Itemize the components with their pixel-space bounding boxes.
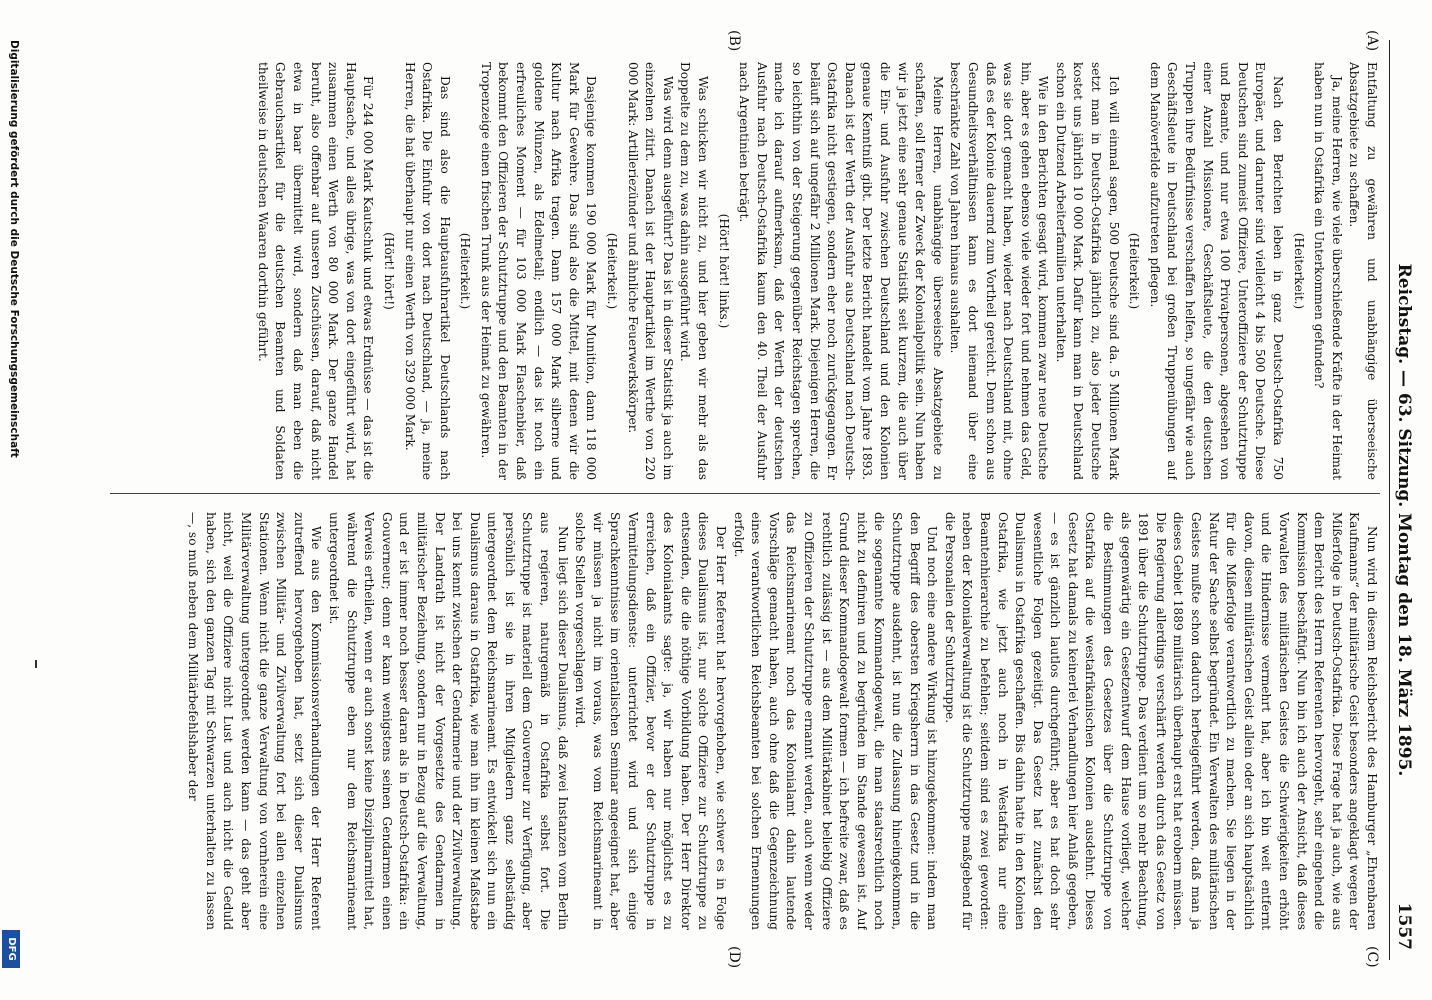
margin-mark-d: (D) — [726, 946, 742, 969]
left-column-interjection: (Hört! hört!) — [381, 232, 396, 310]
digitization-credit: Digitalisierung gefördert durch die Deutsche Forschungsgemeinschaft — [8, 40, 20, 458]
page-header — [1389, 40, 1416, 960]
left-column-paragraph: Ich will einmal sagen, 500 Deutsche sind da. 5 Millionen Mark setzt man in Deutsch-Ostafrika jährlich zu, also jeder Deutsche kostet uns jährlich 10 000 Mark. Dafür kann man in Deutschland schon ein Dutzend Arbeiterfamilien unterhalten. — [1053, 62, 1121, 480]
right-column-paragraph: Nun wird in diesem Reichsbericht des Hamburger „Ehrenbaren Kaufmanns“ der militärische Geist besonders angeklagt wegen der Mißerfolge in Deutsch-Ostafrika. Diese Frage hat ja auch, wie aus dem Bericht des Herrn Referenten hervorgeht, sehr eingehend die Kommission beschäftigt. Nun bin ich auch der Ansicht, daß dieses Vorwalten des militärischen Geistes die Schwierigkeiten erhöht und die Hindernisse vermehrt hat, aber ich bin weit entfernt davon, diesen militärischen Geist allein oder an sich hauptsächlich für die Mißerfolge verantwortlich zu machen. Sie liegen in der Natur der Sache selbst begründet. Ein Verwalten des militärischen Geistes mußte schon dadurch herbeigeführt werden, daß man ja dieses Gebiet 1889 militärisch überhaupt erst hat erobern müssen. Die Regierung allerdings verschärft werden durch das Gesetz von 1891 über die Schutztruppe. Das verdient um so mehr Beachtung, als gegenwärtig ein Gesetzentwurf dem Hause vorliegt, welcher die Bestimmungen des Gesetzes über die Schutztruppe von Ostafrika auf die westafrikanischen Kolonien ausdehnt. Dieses Gesetz hat damals zu keinerlei Verhandlungen hier Anlaß gegeben, — es ist gänzlich lautlos durchgeführt; aber es hat doch sehr wesentliche Folgen gezeitigt. Das Gesetz hat zunächst den Dualismus in Ostafrika geschaffen. Bis dahin hatte in den Kolonien Ostafrika, wie jetzt auch noch in Westafrika nur eine Beamtenhierarchie zu befehlen; seitdem sind es zwei geworden: neben der Kolonialverwaltung ist die Schutztruppe maßgebend für die Personalien der Schutztruppe. — [942, 512, 1379, 930]
column-divider — [110, 493, 1380, 494]
right-column-paragraph: Nun liegt sich dieser Dualismus, daß zwei Instanzen vom Berlin aus regieren, naturgemäß in Ostafrika selbst fort. Die Schutztruppe ist materiell dem Gouverneur zur Verfügung, aber persönlich ist sie in ihren Mitgliedern ganz selbständig untergeordnet dem Reichsmarineamt. Es entwickelt sich nun ein Dualismus daraus in Ostafrika, wie man ihn im kleinen Maßstabe bei uns kennt zwischen der Gendarmerie und der Zivilverwaltung. Der Landrath ist nicht der Vorgesetzte des Gendarmen in militärischer Beziehung, sondern nur in Bezug auf die Verwaltung, und er ist immer noch besser daran als in Deutsch-Ostafrika: ein Gouverneur; denn er kann wenigstens seinen Gendarmen einen Verweis ertheilen, wenn er auch sonst keine Disziplinarmittel hat, während die Schutztruppe eben nur dem Reichsmarineamt untergeordnet ist. — [326, 512, 570, 930]
left-column-paragraph: Nach den Berichten leben in ganz Deutsch-Ostafrika 750 Europäer, und darunter sind vielleicht 4 bis 500 Deutsche. Diese Deutschen sind zumeist Offiziere, Unteroffiziere der Schutztruppe und Beamte, und nur etwa 100 Privatpersonen, abgesehen von einer Anzahl Missionare, Geschäftsleute, die den deutschen Truppen ihre Bedürfnisse verschaffen helfen, so ungefähr wie auch Geschäftsleute in Deutschland bei großen Truppenübungen auf dem Manöverfelde aufzutreten pflegen. — [1147, 62, 1286, 480]
margin-mark-c: (C) — [1364, 946, 1380, 968]
left-column-paragraph: Das sind also die Hauptausfuhrartikel Deutschlands nach Ostafrika. Die Einfuhr von dort nach Deutschland, — ja, meine Herren, die hat überhaupt nur einen Werth von 329 000 Mark. — [402, 62, 452, 480]
left-column-interjection: (Heiterkeit.) — [1127, 232, 1142, 310]
margin-mark-b: (B) — [726, 30, 742, 52]
left-column-paragraph: Für 244 000 Mark Kautschuk und etwas Erdnüsse — das ist die Hauptsache, und alles übrige, was von dort eingeführt wird, hat zusammen einen Werth von 80 000 Mark. Der ganze Handel beruht, also offenbar auf unseren Zuschüssen, darauf, daß nicht etwa in baar übermittelt wird, sondern daß man eben die Gebrauchsartikel für die deutschen Beamten und Soldaten theilweise in deutschen Waaren dorthin geführt. — [255, 62, 376, 480]
header-title: Reichstag. — 63. Sitzung. Montag den 18. März 1895. — [1394, 263, 1414, 777]
right-column — [110, 512, 1380, 930]
margin-mark-a: (A) — [1364, 30, 1380, 52]
dfg-logo: DFG — [2, 930, 20, 968]
left-column-interjection: (Heiterkeit.) — [458, 232, 473, 310]
scan-artifact — [35, 660, 37, 668]
right-column-paragraph: Der Herr Referent hat hervorgehoben, wie schwer es in Folge dieses Dualismus ist, nur solche Offiziere zur Schutztruppe zu entsenden, die die nöthige Vorbildung haben. Der Herr Direktor des Kolonialamts sagte: ja, wir haben nur möglichst es zu erreichen, daß ein Offizier, bevor er der Schutztruppe in Vermittelungsdienste: unterrichtet wird und sich einige Sprachkenntnisse im orientalischen Seminar angeeignet hat, aber wir müssen ja nicht im voraus, was vom Reichsmarineamt in solche Stellen vorgeschlagen wird. — [573, 512, 729, 930]
left-column-paragraph: Dasjenige kommen 190 000 Mark für Munition, dann 118 000 Mark für Gewehre. Das sind also die Mittel, mit denen wir die Kultur nach Afrika tragen. Dann 157 000 Mark silberne und goldene Münzen, als Edelmetall; endlich — das ist noch ein erfreuliches Moment — für 103 000 Mark Flaschenbier, daß bekommt den Offizieren der Schutztruppe und den Beamten in der Tropenzeige einen frischen Trunk aus der Heimat zu gewähren. — [478, 62, 599, 480]
right-column-paragraph: Und noch eine andere Wirkung ist hinzugekommen: indem man den Begriff des obersten Kriegsherrn in das Gesetz und in die Schutztruppe ausdehnt, ist nun die Zulassung hineingekommen, die sogenannte Kommandogewalt, die man staatsrechtlich noch nicht zu definiren und zu begründen im Stande gewesen ist. Auf Grund dieser Kommandogewalt formen — ich befreite zwar, daß es rechtlich zulässig ist — aus dem Militärkabinet beliebig Offiziere zu Offizieren der Schutztruppe ernannt werden, auch wenn weder das Reichsmarineamt noch das Kolonialamt dahin lautende Vorschläge gemacht haben, auch ohne daß die Gegenzeichnung eines verantwortlichen Reichsbeamten bei solchen Ernennungen erfolgt. — [731, 512, 940, 930]
left-column-paragraph: Entfaltung zu gewähren und unabhängige überseeische Absatzgebiete zu schaffen. — [1347, 62, 1379, 480]
left-column-interjection: (Heiterkeit.) — [1291, 232, 1306, 310]
page-number: 1557 — [1394, 902, 1414, 950]
right-column-paragraph: Wie aus den Kommissionsverhandlungen der Herr Referent zutreffend hervorgehoben hat, setzt sich dieser Dualismus zwischen Militär- und Zivilverwaltung fort bei allen einzelnen Stationen. Wenn nicht die ganze Verwaltung von vornherein eine Militärverwaltung untergeordnet werden kann — das geht aber nicht, weil die Offiziere nicht Lust und auch nicht die Geduld haben, sich den ganzen Tag mit Schwarzen unterhalten zu lassen —, so muß neben dem Militärbefehlshaber der — [186, 512, 324, 930]
left-column-interjection: (Heiterkeit.) — [605, 232, 620, 310]
left-column — [110, 62, 1380, 480]
left-column-paragraph: Wie in den Berichten gesagt wird, kommen zwar neue Deutsche hin, aber es gehen ebenso viele wieder fort und nehmen das Geld, was sie dort gemacht haben, wieder nach Deutschland mit, ohne daß es der Kolonie dauernd zum Vortheil gereicht. Denn schon aus Gesundheitsverhältnissen kann es dort niemand über eine beschränkte Zahl von Jahren hinaus aushalten. — [948, 62, 1051, 480]
left-column-interjection: (Hört! hört! links.) — [716, 213, 731, 329]
left-column-paragraph: Ja, meine Herren, wie viele überschießende Kräfte in der Heimat haben nun in Ostafrika ein Unterkommen gefunden? — [1312, 62, 1344, 480]
left-column-paragraph: Meine Herren, unabhängige überseeische Absatzgebiete zu schaffen, soll ferner der Zweck der Kolonialpolitik sein. Nun haben wir ja jetzt eine sehr genaue Statistik seit kurzem, die auch über die Ein- und Ausfuhr zwischen Deutschland und den Kolonien genaue Kenntniß gibt. Der letzte Bericht handelt vom Jahre 1893. Danach ist der Werth der Ausfuhr aus Deutschland nach Deutsch-Ostafrika nicht gestiegen, sondern eher noch zurückgegangen. Er beläuft sich auf ungefähr 2 Millionen Mark. Diejenigen Herren, die so leichthin von der Steigerung gegenüber Reichstagen sprechen, mache ich darauf aufmerksam, daß der Werth der deutschen Ausfuhr nach Deutsch-Ostafrika kaum den 40. Theil der Ausfuhr nach Argentinien beträgt. — [737, 62, 945, 480]
left-column-paragraph: Was schicken wir nicht zu, und hier geben wir mehr als das Doppelte zu dem zu, was dahin ausgeführt wird. — [678, 62, 711, 480]
left-column-paragraph: Was wird denn ausgeführt? Das ist in dieser Statistik ja auch im einzelnen zitirt. Danach ist der Hauptartikel im Werthe von 220 000 Mark: Artilleriezünder und ähnliche Feuerwerkskörper. — [625, 62, 675, 480]
